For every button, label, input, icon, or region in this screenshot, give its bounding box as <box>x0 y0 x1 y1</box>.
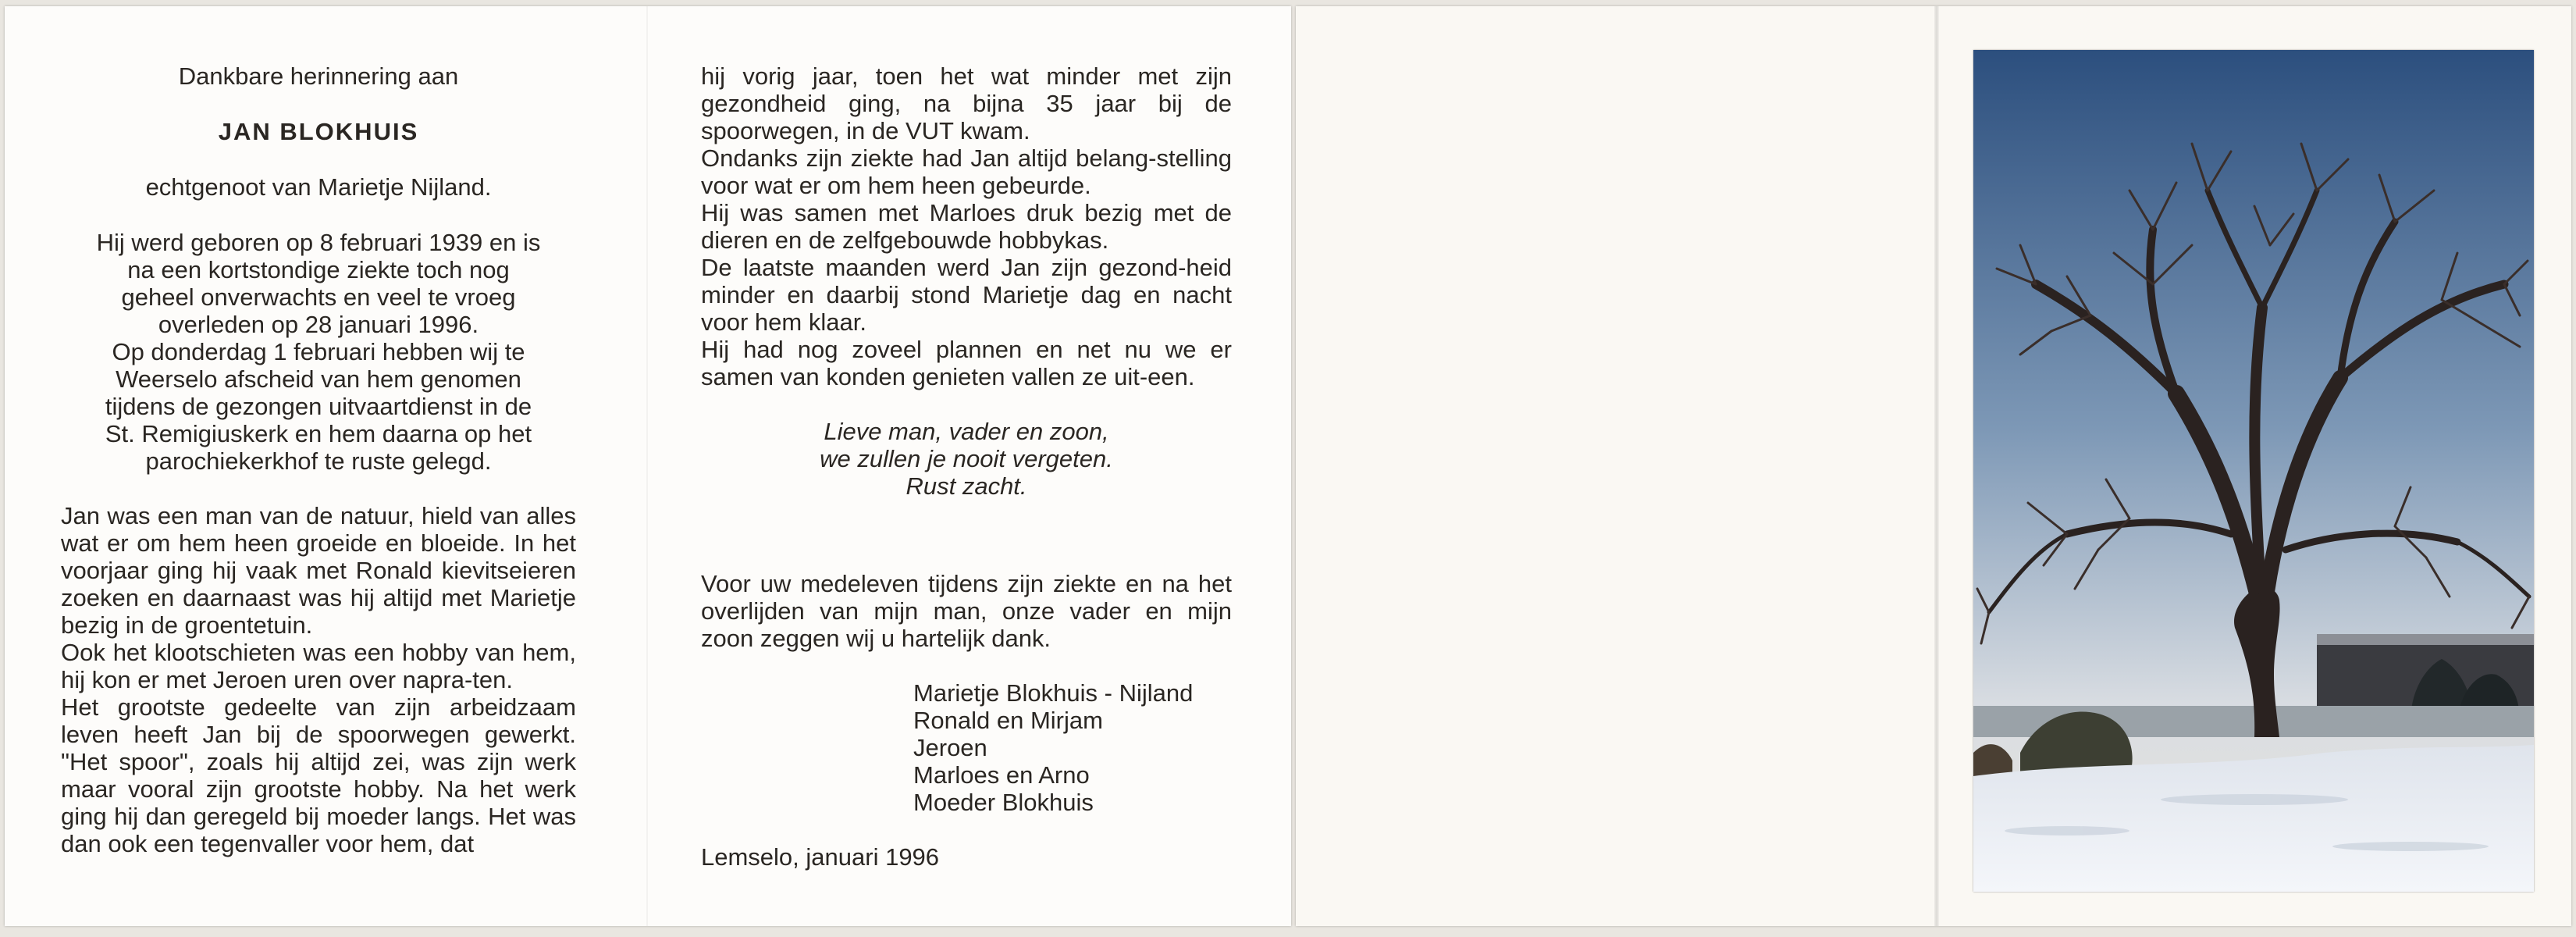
poem-line: we zullen je nooit vergeten. <box>820 445 1113 472</box>
place-date: Lemselo, januari 1996 <box>701 843 940 871</box>
biography-paragraph: Ook het klootschieten was een hobby van hem, hij kon er met Jeroen uren over napra-ten. <box>61 639 576 693</box>
birth-death-line: Hij werd geboren op 8 februari 1939 en is <box>96 229 541 256</box>
birth-death-line: St. Remigiuskerk en hem daarna op het <box>105 420 532 447</box>
biography-paragraph: De laatste maanden werd Jan zijn gezond-heid minder en daarbij stond Marietje dag en nacht voor hem klaar. <box>701 254 1232 336</box>
birth-death-line: Weerselo afscheid van hem genomen <box>116 365 521 393</box>
birth-death-line: Op donderdag 1 februari hebben wij te <box>112 338 525 365</box>
biography-paragraph: Jan was een man van de natuur, hield van alles wat er om hem heen groeide en bloeide. In het voorjaar ging hij vaak met Ronald kievitseieren zoeken en daarnaast was hij altijd met Marietje bezig in de groentetuin. <box>61 502 576 639</box>
birth-death-text <box>61 229 576 475</box>
card-fold-line <box>646 6 648 926</box>
card-outer-spread <box>1296 6 2571 926</box>
right-column <box>701 62 1232 895</box>
memorial-poem <box>701 418 1232 500</box>
poem-line: Lieve man, vader en zoon, <box>824 418 1109 445</box>
spouse-line: echtgenoot van Marietje Nijland. <box>145 173 492 201</box>
biography-continued <box>701 62 1232 390</box>
thanks-block <box>701 570 1232 652</box>
biography-paragraph: Het grootste gedeelte van zijn arbeidzaam leven heeft Jan bij de spoorwegen gewerkt. "Het spoor", zoals hij altijd zei, was zijn werk maar vooral zijn grootste hobby. Na het werk ging hij dan geregeld bij moeder langs. Het was dan ook een tegenvaller voor hem, dat <box>61 693 576 857</box>
signer-name: Jeroen <box>913 734 987 761</box>
left-column <box>61 62 576 857</box>
biography-paragraph: Hij was samen met Marloes druk bezig met de dieren en de zelfgebouwde hobbykas. <box>701 199 1232 254</box>
card-inner-spread <box>5 6 1291 926</box>
winter-tree-photo <box>1973 50 2534 892</box>
birth-death-line: tijdens de gezongen uitvaartdienst in de <box>105 393 532 420</box>
signers-list <box>701 679 1232 816</box>
biography-paragraph: Ondanks zijn ziekte had Jan altijd belang-stelling voor wat er om hem heen gebeurde. <box>701 144 1232 199</box>
biography-text <box>61 502 576 857</box>
tree-photo-icon <box>1973 50 2534 892</box>
signer-name: Ronald en Mirjam <box>913 707 1103 734</box>
signer-name: Marloes en Arno <box>913 761 1090 789</box>
birth-death-line: overleden op 28 januari 1996. <box>158 311 479 338</box>
signer-name: Marietje Blokhuis - Nijland <box>913 679 1194 707</box>
birth-death-line: geheel onverwachts en veel te vroeg <box>121 283 516 311</box>
thanks-text: Voor uw medeleven tijdens zijn ziekte en na het overlijden van mijn man, onze vader en mijn zoon zeggen wij u hartelijk dank. <box>701 570 1232 652</box>
memorial-heading: Dankbare herinnering aan <box>178 62 459 90</box>
biography-paragraph: Hij had nog zoveel plannen en net nu we er samen van konden genieten vallen ze uit-een. <box>701 336 1232 390</box>
deceased-name: JAN BLOKHUIS <box>218 118 419 145</box>
birth-death-line: na een kortstondige ziekte toch nog <box>127 256 510 283</box>
card-fold-line <box>1934 6 1939 926</box>
poem-line: Rust zacht. <box>906 472 1027 500</box>
signer-name: Moeder Blokhuis <box>913 789 1094 816</box>
birth-death-line: parochiekerkhof te ruste gelegd. <box>145 447 492 475</box>
biography-paragraph: hij vorig jaar, toen het wat minder met zijn gezondheid ging, na bijna 35 jaar bij de spoorwegen, in de VUT kwam. <box>701 62 1232 144</box>
